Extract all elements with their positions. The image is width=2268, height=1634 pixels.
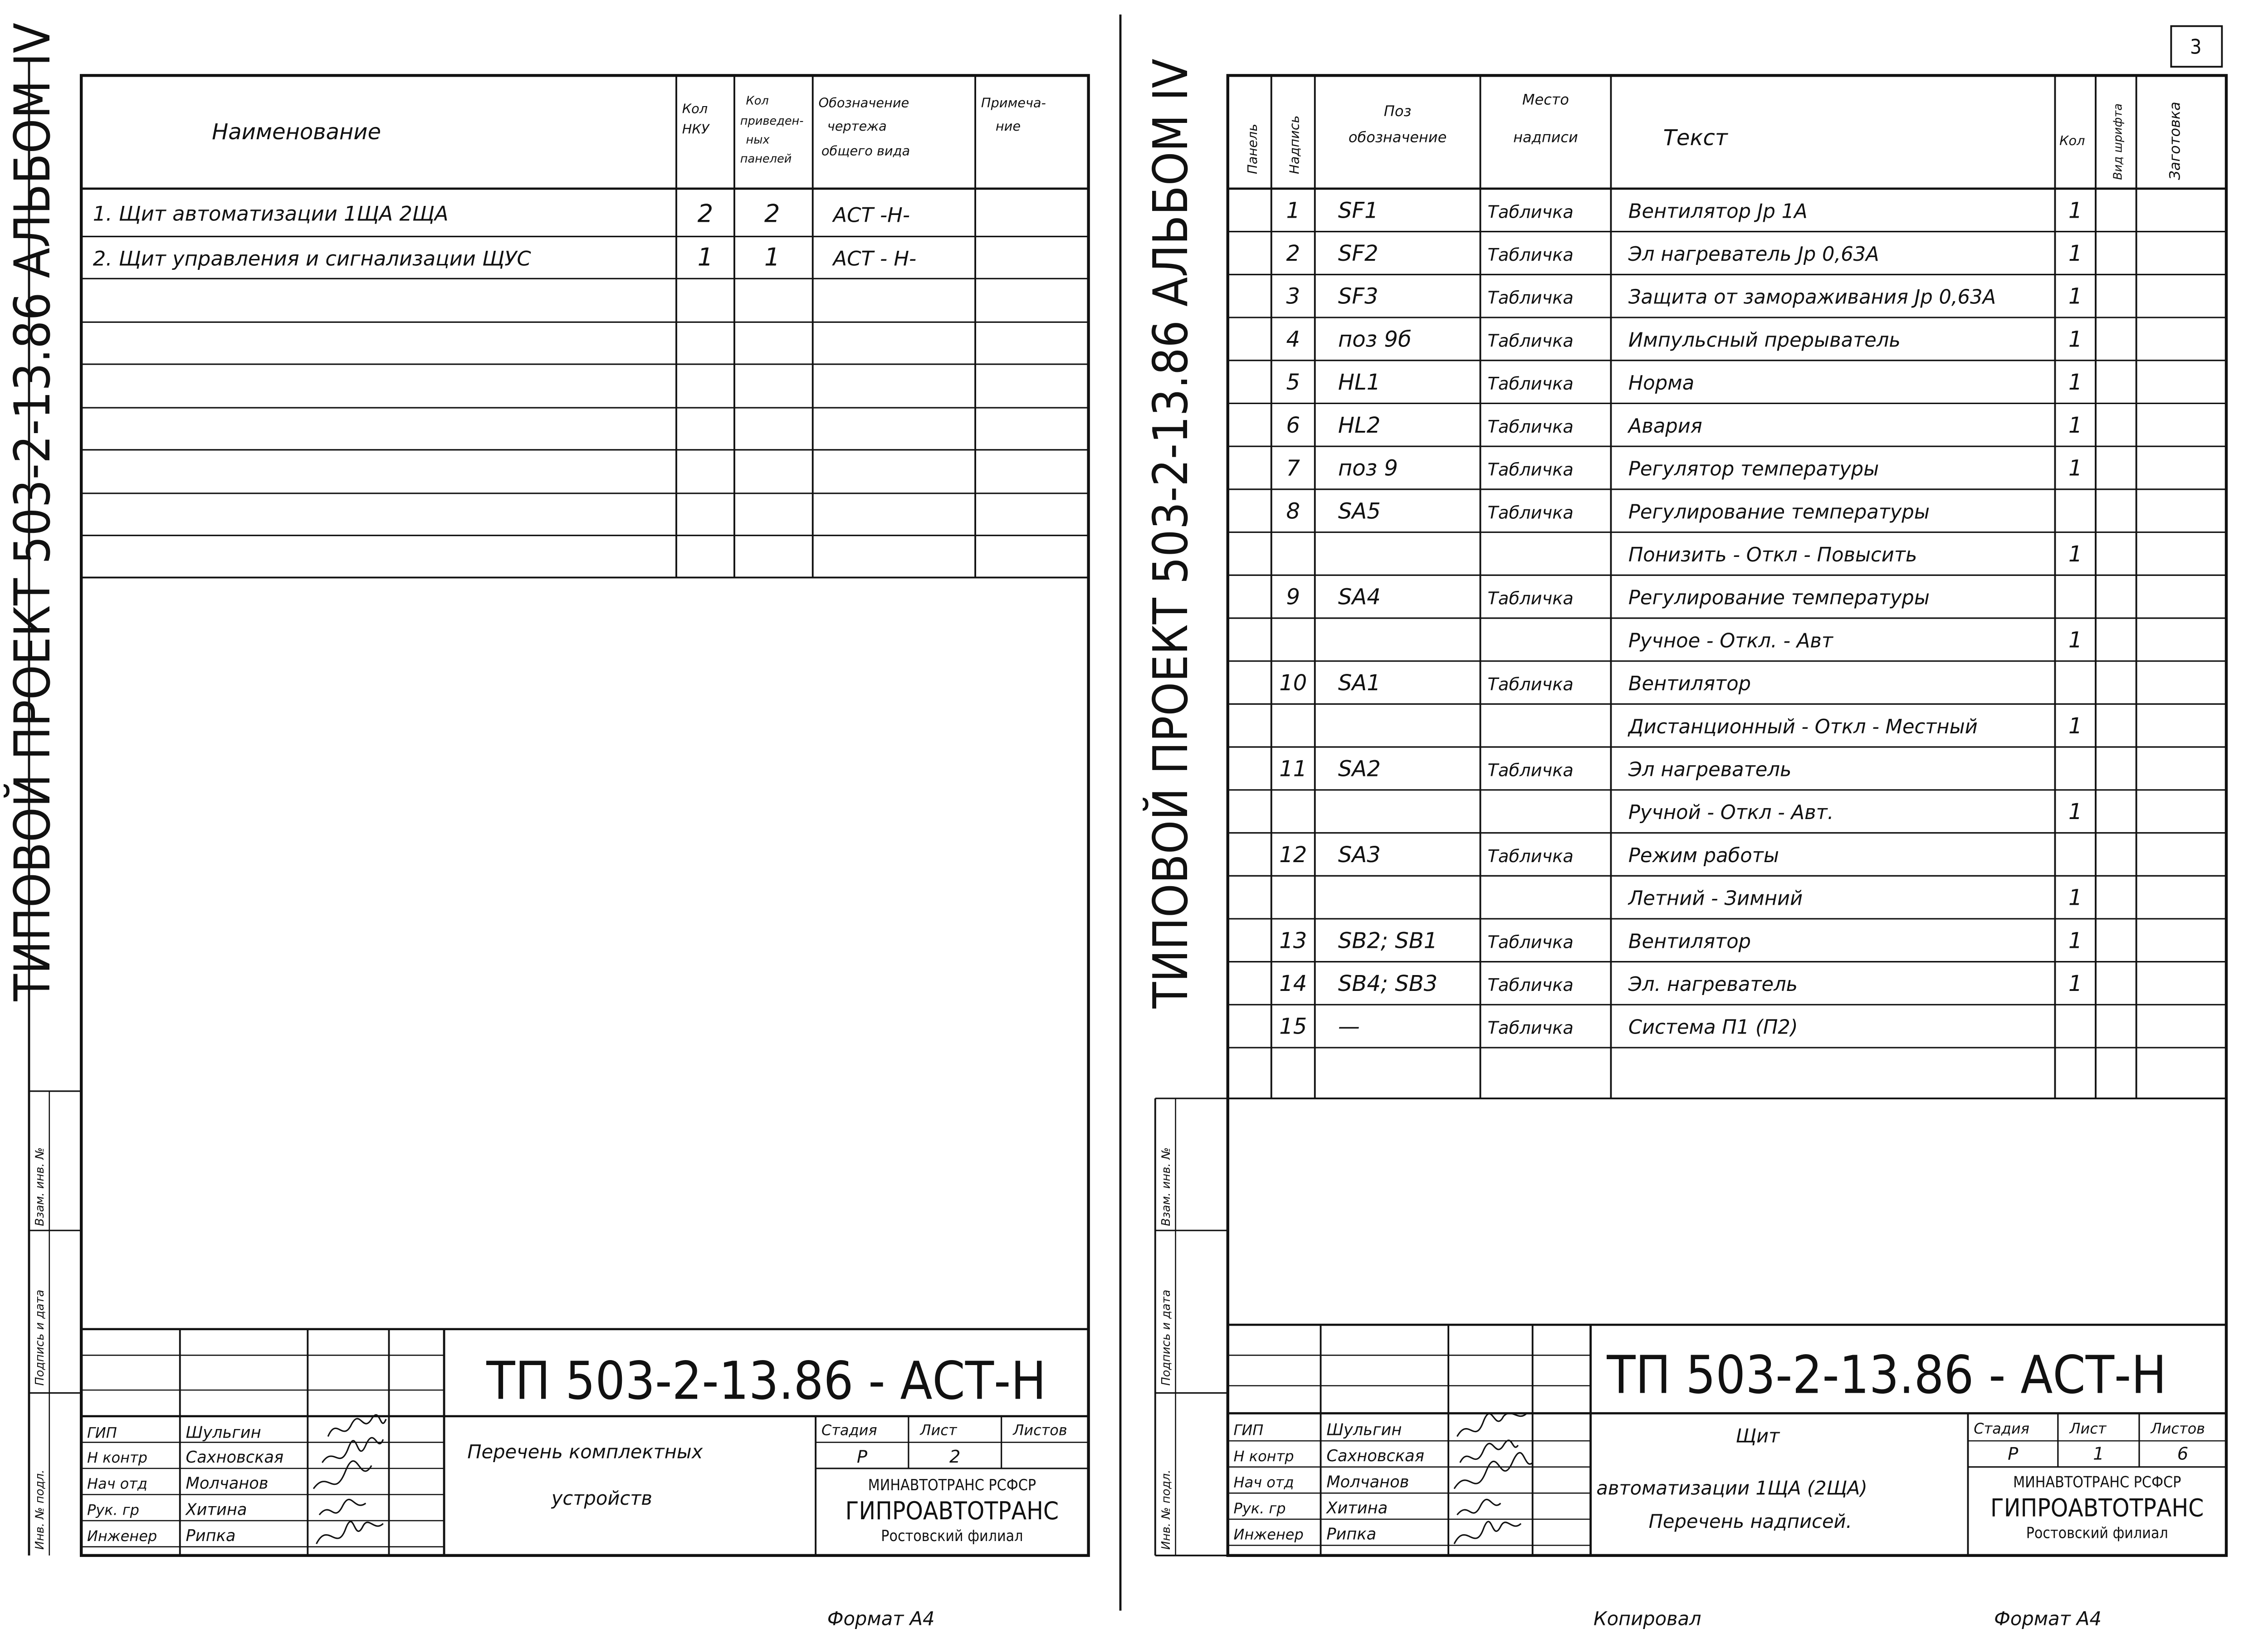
left-header-name: Наименование [212,119,381,145]
row-text: Понизить - Откл - Повысить [1628,543,1917,566]
right-role: Н контр [1233,1447,1294,1465]
row-number: 11 [1279,756,1307,782]
row-position: SA3 [1338,842,1381,868]
row-number: 14 [1279,971,1307,997]
row-text: Эл. нагреватель [1628,973,1798,996]
right-header-pos: Поз обозначение [1348,102,1447,146]
row-number: 5 [1286,370,1300,395]
row-qty: 1 [2068,327,2082,352]
row-text: Система П1 (П2) [1628,1016,1798,1039]
right-role: Нач отд [1233,1473,1294,1491]
left-row-drawing: АСТ - Н- [833,246,917,271]
left-sheets-label: Листов [1013,1421,1067,1439]
left-row-qty-nku: 2 [697,199,714,228]
left-org-ministry: МИНАВТОТРАНС РСФСР [868,1476,1036,1494]
left-role: Нач отд [87,1475,148,1493]
row-position: SB4; SB3 [1338,971,1438,997]
row-number: 7 [1286,455,1300,481]
left-header-qty-panels: Кол приведен-ных панелей [740,94,804,166]
left-header-qty-nku: Кол НКУ [682,101,709,137]
left-stamp-replace: Взам. инв. № [33,1147,47,1226]
right-footer-format: Формат А4 [1994,1607,2102,1630]
right-header-label: Надпись [1286,115,1302,174]
left-stage-label: Стадия [821,1421,877,1439]
left-header-drawing: Обозначение чертежа общего вида [818,95,910,159]
right-sheets-label: Листов [2151,1420,2205,1438]
row-position: поз 9б [1338,327,1412,352]
row-text: Эл нагреватель [1628,758,1792,781]
row-position: SB2; SB1 [1338,928,1438,954]
left-org-name: ГИПРОАВТОТРАНС [845,1496,1059,1525]
row-text: Вентилятор Jр 1А [1628,200,1808,223]
row-position: SA4 [1338,584,1381,610]
right-role: Рук. гр [1233,1500,1286,1517]
row-text: Регулятор температуры [1628,458,1879,481]
row-position: HL1 [1338,370,1381,395]
page-number: 3 [2190,34,2202,59]
right-footer-copied: Копировал [1593,1607,1701,1630]
right-header-text: Текст [1663,125,1728,151]
row-number: 3 [1286,283,1300,309]
left-doc-title-line2: устройств [551,1487,652,1509]
row-place: Табличка [1487,245,1574,266]
row-place: Табличка [1487,975,1574,996]
left-role: Инженер [87,1527,157,1545]
right-stage-label: Стадия [1974,1420,2030,1438]
right-person: Хитина [1326,1499,1388,1518]
right-header-qty: Кол [2059,132,2085,148]
row-number: 4 [1286,327,1300,352]
right-role: Инженер [1233,1526,1304,1543]
row-qty: 1 [2068,885,2082,911]
row-qty: 1 [2068,713,2082,739]
right-org-ministry: МИНАВТОТРАНС РСФСР [2013,1473,2181,1491]
left-person: Шульгин [186,1423,261,1442]
left-album-title: ТИПОВОЙ ПРОЕКТ 503-2-13.86 АЛЬБОМ IV [3,23,61,1001]
right-role: ГИП [1233,1421,1264,1439]
right-org-branch: Ростовский филиал [2026,1524,2168,1542]
row-position: SA5 [1338,498,1381,524]
row-qty: 1 [2068,928,2082,954]
right-sheet-number: 1 [2093,1444,2104,1464]
row-number: 9 [1286,584,1300,610]
row-number: 8 [1286,498,1300,524]
row-place: Табличка [1487,416,1574,437]
row-text: Дистанционный - Откл - Местный [1628,715,1978,738]
row-place: Табличка [1487,502,1574,523]
left-org-branch: Ростовский филиал [881,1527,1023,1545]
right-org-name: ГИПРОАВТОТРАНС [1990,1493,2204,1522]
row-place: Табличка [1487,1018,1574,1039]
left-sheet-number: 2 [949,1447,961,1468]
row-place: Табличка [1487,760,1574,781]
row-text: Эл нагреватель Jр 0,63А [1628,243,1879,266]
right-person: Молчанов [1326,1473,1409,1492]
row-qty: 1 [2068,283,2082,309]
row-qty: 1 [2068,971,2082,997]
right-doc-title-line1: Щит [1735,1424,1780,1447]
left-role: Н контр [87,1449,147,1467]
row-number: 6 [1286,412,1300,438]
right-person: Шульгин [1326,1420,1402,1439]
row-place: Табличка [1487,331,1574,351]
row-position: SF1 [1338,198,1378,224]
right-header-blank: Заготовка [2166,102,2184,180]
right-stage: Р [2008,1444,2019,1464]
row-text: Ручной - Откл - Авт. [1628,801,1834,824]
row-number: 1 [1286,198,1300,224]
row-position: HL2 [1338,412,1381,438]
row-qty: 1 [2068,412,2082,438]
row-text: Летний - Зимний [1628,887,1803,910]
right-person: Сахновская [1326,1446,1424,1465]
row-place: Табличка [1487,374,1574,395]
row-number: 10 [1279,670,1307,696]
left-row-drawing: АСТ -Н- [833,203,910,227]
row-place: Табличка [1487,932,1574,953]
left-doc-code: ТП 503-2-13.86 - АСТ-Н [486,1351,1046,1412]
row-text: Авария [1628,415,1702,438]
row-qty: 1 [2068,799,2082,825]
row-number: 12 [1279,842,1307,868]
left-header-note: Примеча-ние [981,95,1046,134]
row-position: поз 9 [1338,455,1398,481]
right-person: Рипка [1326,1525,1377,1544]
row-place: Табличка [1487,459,1574,480]
row-number: 2 [1286,241,1300,267]
right-header-font: Вид шрифта [2111,103,2125,180]
row-text: Режим работы [1628,844,1779,867]
left-row-name: 1. Щит автоматизации 1ЩА 2ЩА [93,201,449,226]
row-text: Вентилятор [1628,673,1751,696]
row-place: Табличка [1487,674,1574,695]
row-text: Импульсный прерыватель [1628,329,1901,352]
row-text: Ручное - Откл. - Авт [1628,629,1833,653]
left-stage: Р [856,1447,868,1468]
row-qty: 1 [2068,627,2082,653]
right-header-panel: Панель [1244,123,1260,174]
right-doc-title-line3: Перечень надписей. [1648,1510,1852,1533]
left-row-qty-nku: 1 [697,243,714,272]
right-album-title: ТИПОВОЙ ПРОЕКТ 503-2-13.86 АЛЬБОМ IV [1143,59,1199,1009]
left-footer-format: Формат А4 [827,1607,935,1630]
right-doc-title-line2: автоматизации 1ЩА (2ЩА) [1596,1477,1867,1499]
left-row-name: 2. Щит управления и сигнализации ЩУС [93,246,531,271]
row-text: Защита от замораживания Jр 0,63А [1628,286,1996,309]
left-row-qty-panels: 1 [764,243,780,272]
row-text: Норма [1628,372,1695,395]
row-text: Регулирование температуры [1628,501,1930,524]
row-place: Табличка [1487,288,1574,308]
right-header-place: Место надписи [1513,91,1578,146]
row-place: Табличка [1487,846,1574,867]
row-qty: 1 [2068,198,2082,224]
row-qty: 1 [2068,370,2082,395]
row-text: Вентилятор [1628,930,1751,953]
left-person: Рипка [186,1526,236,1545]
left-stamp-sign: Подпись и дата [33,1289,47,1386]
row-position: SA2 [1338,756,1381,782]
row-position: SF2 [1338,241,1378,267]
row-position: SF3 [1338,283,1378,309]
left-doc-title-line1: Перечень комплектных [467,1440,703,1463]
left-role: ГИП [87,1424,117,1442]
left-stamp-inv: Инв. № подл. [33,1469,47,1550]
row-qty: 1 [2068,541,2082,567]
right-stamp-inv: Инв. № подл. [1159,1469,1173,1550]
right-sheet-label: Лист [2069,1420,2107,1438]
right-stamp-replace: Взам. инв. № [1159,1147,1173,1226]
left-person: Сахновская [186,1448,284,1467]
row-place: Табличка [1487,588,1574,609]
right-sheets-count: 6 [2177,1444,2189,1464]
row-number: 13 [1279,928,1307,954]
row-position: — [1338,1014,1360,1039]
row-qty: 1 [2068,455,2082,481]
right-doc-code: ТП 503-2-13.86 - АСТ-Н [1607,1345,2167,1406]
row-qty: 1 [2068,241,2082,267]
row-position: SA1 [1338,670,1381,696]
left-role: Рук. гр [87,1501,139,1519]
left-row-qty-panels: 2 [764,199,780,228]
left-sheet-label: Лист [920,1421,957,1439]
row-number: 15 [1279,1014,1307,1039]
right-stamp-sign: Подпись и дата [1159,1289,1173,1386]
left-person: Молчанов [186,1474,269,1493]
row-text: Регулирование температуры [1628,586,1930,610]
row-place: Табличка [1487,202,1574,223]
left-person: Хитина [186,1500,247,1519]
